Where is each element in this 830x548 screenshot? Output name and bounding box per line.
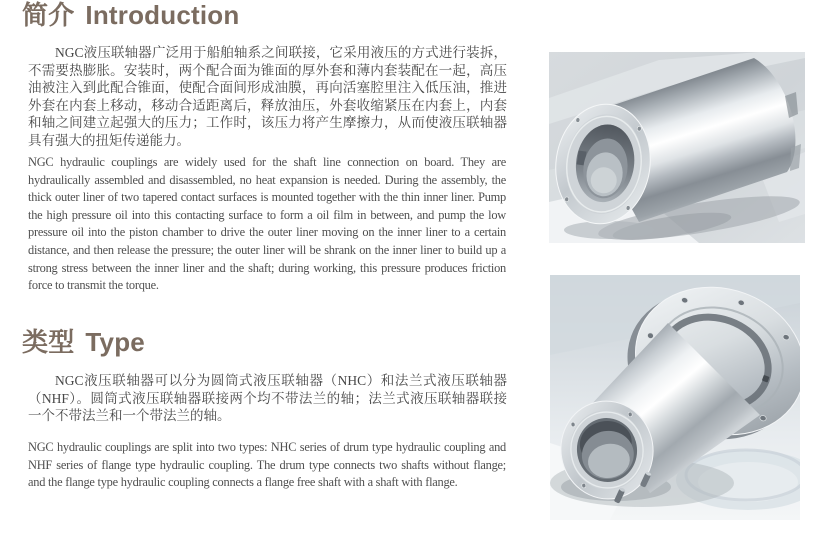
introduction-paragraph-english: NGC hydraulic couplings are widely used for the shaft line connection on board. They are hydraulically assembled and disassembled, no heat expansion is needed. During the assembly, the thick outer liner of two tapered contact surfaces is mounted together with the thin inner liner. Pump the high pressure oil into this contacting surface to form a oil film in between, and pump the low pressure oil into the piston chamber to drive the outer liner moving on the inner liner to a certain distance, and then release the pressure; the outer liner will be shrank on the inner liner to build up a strong stress between the inner liner and the shaft; during working, this pressure produces friction force to transmit the torque.	[28, 155, 506, 293]
type-title-english: Type	[85, 327, 145, 357]
section-title-type	[22, 327, 145, 357]
type-paragraph-english: NGC hydraulic couplings are split into two types: NHC series of drum type hydraulic coupling and NHF series of flange type hydraulic coupling. The drum type connects two shafts without flange; and the flange type hydraulic coupling connects a flange free shaft with a shaft with flange.	[28, 440, 506, 490]
drum-coupling-image	[549, 52, 805, 243]
flange-coupling-image	[550, 275, 800, 520]
type-title-chinese: 类型	[22, 327, 75, 357]
type-paragraph-chinese: NGC液压联轴器可以分为圆筒式液压联轴器（NHC）和法兰式液压联轴器（NHF）。圆筒式液压联轴器联接两个均不带法兰的轴；法兰式液压联轴器联接一个不带法兰和一个带法兰的轴。	[28, 373, 507, 424]
introduction-title-english: Introduction	[85, 0, 240, 30]
introduction-title-chinese: 简介	[22, 0, 75, 30]
drum-coupling-render	[549, 52, 805, 243]
flange-coupling-render	[550, 275, 800, 520]
section-title-introduction	[22, 0, 239, 30]
introduction-paragraph-chinese: NGC液压联轴器广泛用于船舶轴系之间联接，它采用液压的方式进行装拆，不需要热膨胀。安装时，两个配合面为锥面的厚外套和薄内套装配在一起，高压油被注入到此配合锥面，使配合面间形成油膜，再向活塞腔里注入低压油，推进外套在内套上移动，移动合适距离后，释放油压，外套收缩紧压在内套上，内套和轴之间建立起强大的压力；工作时，该压力将产生摩擦力，从而使液压联轴器具有强大的扭矩传递能力。	[28, 45, 507, 148]
